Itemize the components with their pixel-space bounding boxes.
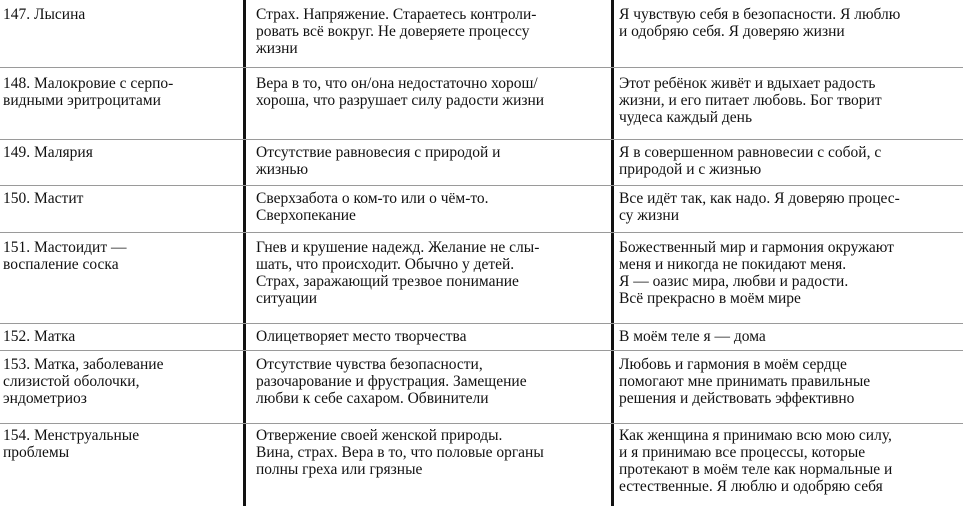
- row-divider: [0, 67, 963, 68]
- affirmation-cell: Я в совершенном равновесии с собой, с природой и с жизнью: [619, 144, 882, 178]
- cause-cell: Отсутствие чувства безопасности, разочарование и фрустрация. Замещение любви к себе сахаром. Обвинители: [256, 356, 527, 407]
- cause-cell: Вера в то, что он/она недостаточно хорош/ хороша, что разрушает силу радости жизни: [256, 75, 545, 109]
- cause-cell: Сверхзабота о ком-то или о чём-то. Сверхопекание: [256, 190, 489, 224]
- row-divider: [0, 423, 963, 424]
- affirmation-cell: Божественный мир и гармония окружают меня и никогда не покидают меня. Я — оазис мира, любви и радости. Всё прекрасно в моём мире: [619, 239, 894, 307]
- cause-cell: Страх. Напряжение. Стараетесь контроли- ровать всё вокруг. Не доверяете процессу жизни: [256, 6, 537, 57]
- cause-cell: Отвержение своей женской природы. Вина, страх. Вера в то, что половые органы полны греха или грязные: [256, 427, 544, 478]
- disease-cell: 154. Менструальные проблемы: [3, 427, 140, 461]
- disease-cell: 147. Лысина: [3, 6, 86, 23]
- affirmation-cell: В моём теле я — дома: [619, 328, 766, 345]
- cause-cell: Отсутствие равновесия с природой и жизнью: [256, 144, 501, 178]
- affirmation-cell: Как женщина я принимаю всю мою силу, и я принимаю все процессы, которые протекают в моём теле как нормальные и естественные. Я люблю и одобряю себя: [619, 427, 893, 495]
- row-divider: [0, 232, 963, 233]
- disease-cell: 150. Мастит: [3, 190, 84, 207]
- affirmation-cell: Все идёт так, как надо. Я доверяю процес- су жизни: [619, 190, 900, 224]
- disease-cell: 149. Малярия: [3, 144, 93, 161]
- disease-cell: 153. Матка, заболевание слизистой оболочки, эндометриоз: [3, 356, 164, 407]
- disease-cell: 151. Мастоидит — воспаление соска: [3, 239, 127, 273]
- row-divider: [0, 185, 963, 186]
- column-divider-1: [243, 0, 246, 506]
- affirmation-cell: Я чувствую себя в безопасности. Я люблю и одобряю себя. Я доверяю жизни: [619, 6, 901, 40]
- disease-cell: 148. Малокровие с серпо- видными эритроцитами: [3, 75, 174, 109]
- affirmation-cell: Любовь и гармония в моём сердце помогают мне принимать правильные решения и действовать эффективно: [619, 356, 871, 407]
- row-divider: [0, 323, 963, 324]
- row-divider: [0, 350, 963, 351]
- disease-cell: 152. Матка: [3, 328, 76, 345]
- column-divider-2: [611, 0, 614, 506]
- row-divider: [0, 139, 963, 140]
- affirmation-cell: Этот ребёнок живёт и вдыхает радость жизни, и его питает любовь. Бог творит чудеса каждый день: [619, 75, 882, 126]
- cause-cell: Гнев и крушение надежд. Желание не слы- шать, что происходит. Обычно у детей. Страх, заражающий трезвое понимание ситуации: [256, 239, 540, 307]
- cause-cell: Олицетворяет место творчества: [256, 328, 467, 345]
